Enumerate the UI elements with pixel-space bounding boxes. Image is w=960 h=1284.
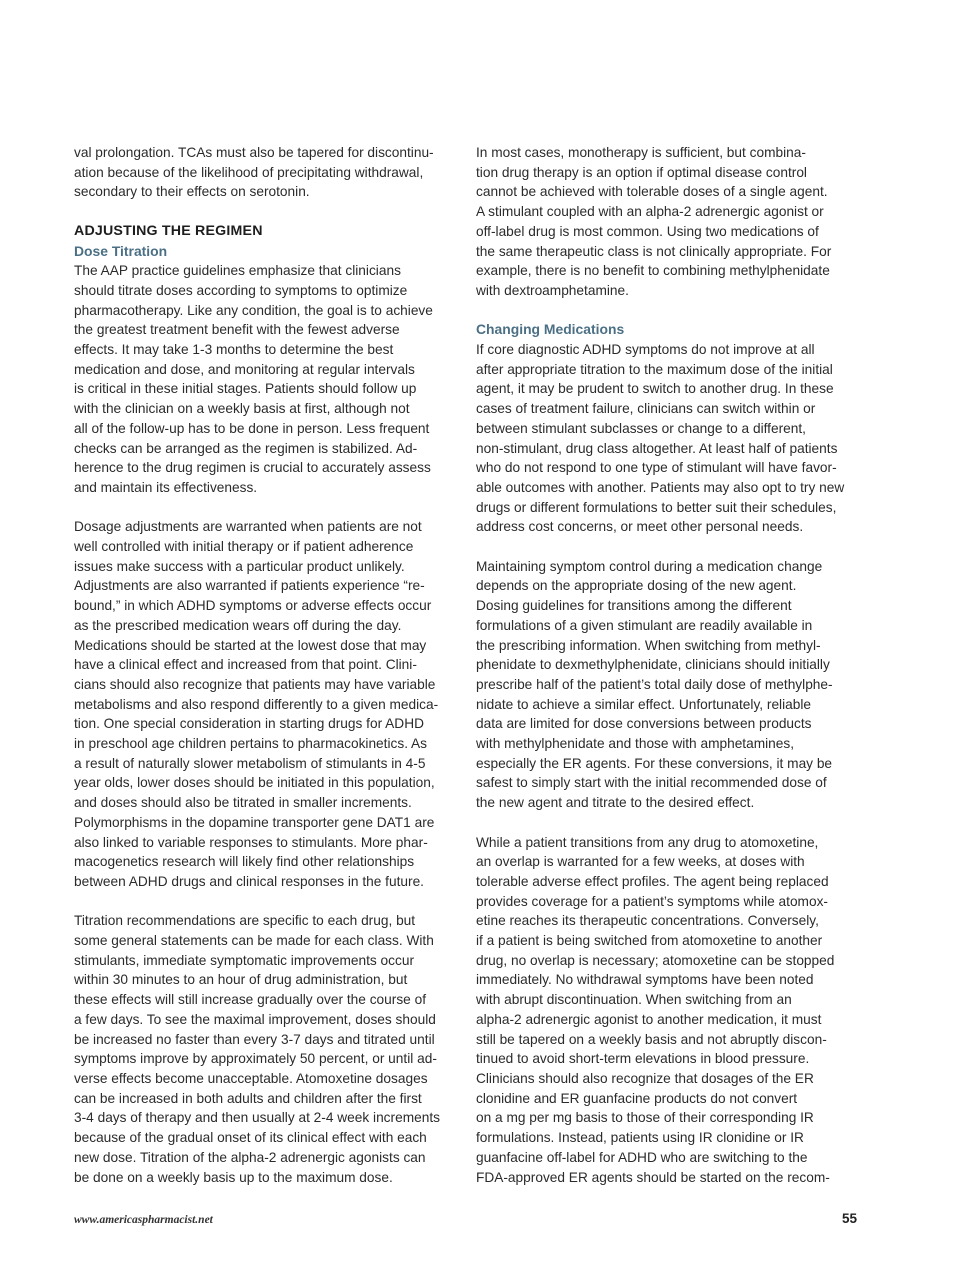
text-line: off-label drug is most common. Using two medications of xyxy=(476,223,819,239)
text-line: pharmacotherapy. Like any condition, the goal is to achieve xyxy=(74,302,433,318)
text-line: immediately. No withdrawal symptoms have been noted xyxy=(476,972,814,988)
text-line: medication and dose, and monitoring at regular intervals xyxy=(74,361,415,377)
text-line: prescribe half of the patient’s total daily dose of methylphe- xyxy=(476,676,833,692)
right-column xyxy=(476,143,860,1187)
text-line: address cost concerns, or meet other personal needs. xyxy=(476,519,804,535)
text-line: if a patient is being switched from atomoxetine to another xyxy=(476,933,823,949)
text-line: phenidate to dexmethylphenidate, clinicians should initially xyxy=(476,657,830,673)
text-line: year olds, lower doses should be initiated in this population, xyxy=(74,775,435,791)
paragraph-combination-therapy xyxy=(476,143,860,301)
text-line: should titrate doses according to symptoms to optimize xyxy=(74,282,408,298)
intro-paragraph xyxy=(74,143,458,202)
text-line: drug, no overlap is necessary; atomoxetine can be stopped xyxy=(476,952,835,968)
text-line: the same therapeutic class is not clinically appropriate. For xyxy=(476,243,832,259)
text-line: issues make success with a particular product unlikely. xyxy=(74,558,405,574)
text-line: agent, it may be prudent to switch to another drug. In these xyxy=(476,381,834,397)
text-line: these effects will still increase gradually over the course of xyxy=(74,992,426,1008)
text-line: symptoms improve by approximately 50 percent, or until ad- xyxy=(74,1051,437,1067)
text-line: data are limited for dose conversions between products xyxy=(476,716,812,732)
paragraph-changing-medications-1 xyxy=(476,340,860,537)
text-line: a result of naturally slower metabolism of stimulants in 4-5 xyxy=(74,755,426,771)
text-line: Medications should be started at the lowest dose that may xyxy=(74,637,427,653)
text-line: between stimulant subclasses or change to a different, xyxy=(476,420,806,436)
page-number: 55 xyxy=(841,1211,857,1226)
section-heading: ADJUSTING THE REGIMEN xyxy=(74,222,263,239)
paragraph-dose-titration-2 xyxy=(74,517,458,891)
text-line: after appropriate titration to the maximum dose of the initial xyxy=(476,361,833,377)
text-line: clonidine and ER guanfacine products do not convert xyxy=(476,1090,798,1106)
text-line: also linked to variable responses to stimulants. More phar- xyxy=(74,834,428,850)
text-line: The AAP practice guidelines emphasize that clinicians xyxy=(74,263,401,279)
text-line: Polymorphisms in the dopamine transporter gene DAT1 are xyxy=(74,814,435,830)
text-line: Dosing guidelines for transitions among the different xyxy=(476,598,792,614)
text-line: new dose. Titration of the alpha-2 adrenergic agonists can xyxy=(74,1149,426,1165)
paragraph-changing-medications-3 xyxy=(476,833,860,1188)
text-line: the new agent and titrate to the desired effect. xyxy=(476,795,755,811)
text-line: A stimulant coupled with an alpha-2 adrenergic agonist or xyxy=(476,204,824,220)
text-line: provides coverage for a patient’s symptoms while atomox- xyxy=(476,893,828,909)
text-line: In most cases, monotherapy is sufficient, but combina- xyxy=(476,145,806,160)
text-line: be done on a weekly basis up to the maximum dose. xyxy=(74,1169,393,1185)
text-line: within 30 minutes to an hour of drug administration, but xyxy=(74,972,408,988)
text-line: etine reaches its therapeutic concentrations. Conversely, xyxy=(476,913,819,929)
text-line: herence to the drug regimen is crucial to accurately assess xyxy=(74,460,431,476)
text-line: tion. One special consideration in starting drugs for ADHD xyxy=(74,716,424,732)
text-line: While a patient transitions from any drug to atomoxetine, xyxy=(476,834,819,850)
text-line: Titration recommendations are specific to each drug, but xyxy=(74,913,416,929)
text-line: with abrupt discontinuation. When switching from an xyxy=(476,992,792,1008)
text-line: have a clinical effect and increased from that point. Clini- xyxy=(74,657,417,673)
text-line: Maintaining symptom control during a medication change xyxy=(476,558,823,574)
text-line: on a mg per mg basis to those of their corresponding IR xyxy=(476,1110,814,1126)
text-line: the prescribing information. When switching from methyl- xyxy=(476,637,821,653)
text-line: drugs or different formulations to better suit their schedules, xyxy=(476,499,837,515)
text-line: well controlled with initial therapy or if patient adherence xyxy=(74,539,414,555)
text-line: effects. It may take 1-3 months to determine the best xyxy=(74,342,394,358)
text-line: with the clinician on a weekly basis at first, although not xyxy=(74,401,410,417)
text-line: verse effects become unacceptable. Atomoxetine dosages xyxy=(74,1071,428,1086)
text-line: between ADHD drugs and clinical responses in the future. xyxy=(74,873,424,889)
text-line: all of the follow-up has to be done in person. Less frequent xyxy=(74,420,430,436)
left-column xyxy=(74,143,458,1187)
text-line: is critical in these initial stages. Patients should follow up xyxy=(74,381,417,397)
text-line: nidate to achieve a similar effect. Unfortunately, reliable xyxy=(476,696,812,712)
text-line: cians should also recognize that patients may have variable xyxy=(74,676,436,692)
text-line: cannot be achieved with tolerable doses of a single agent. xyxy=(476,184,828,200)
text-line: example, there is no benefit to combining methylphenidate xyxy=(476,263,830,279)
paragraph-dose-titration-1 xyxy=(74,261,458,497)
text-line: because of the gradual onset of its clinical effect with each xyxy=(74,1130,427,1146)
text-line: 3-4 days of therapy and then usually at 2-4 week increments xyxy=(74,1110,440,1126)
text-line: If core diagnostic ADHD symptoms do not improve at all xyxy=(476,342,815,358)
text-line: the greatest treatment benefit with the fewest adverse xyxy=(74,322,400,338)
text-line: a few days. To see the maximal improvement, doses should xyxy=(74,1011,436,1027)
text-line: alpha-2 adrenergic agonist to another medication, it must xyxy=(476,1011,822,1027)
text-line: formulations. Instead, patients using IR clonidine or IR xyxy=(476,1130,804,1146)
text-line: FDA-approved ER agents should be started on the recom- xyxy=(476,1169,830,1185)
paragraph-dose-titration-3 xyxy=(74,911,458,1187)
text-line: secondary to their effects on serotonin. xyxy=(74,184,310,200)
text-line: tolerable adverse effect profiles. The agent being replaced xyxy=(476,873,829,889)
text-line: guanfacine off-label for ADHD who are switching to the xyxy=(476,1149,808,1165)
text-line: macogenetics research will likely find other relationships xyxy=(74,854,415,870)
subheading-dose-titration: Dose Titration xyxy=(74,242,168,259)
paragraph-changing-medications-2 xyxy=(476,557,860,813)
text-line: as the prescribed medication wears off during the day. xyxy=(74,617,402,633)
text-line: be increased no faster than every 3-7 days and titrated until xyxy=(74,1031,435,1047)
text-line: metabolisms and also respond differently to a given medica- xyxy=(74,696,439,712)
text-line: val prolongation. TCAs must also be tapered for discontinu- xyxy=(74,145,434,160)
text-line: depends on the appropriate dosing of the new agent. xyxy=(476,578,797,594)
text-line: checks can be arranged as the regimen is stabilized. Ad- xyxy=(74,440,418,456)
text-line: Dosage adjustments are warranted when patients are not xyxy=(74,519,422,535)
text-line: non-stimulant, drug class altogether. At least half of patients xyxy=(476,440,838,456)
subheading-changing-medications: Changing Medications xyxy=(476,321,625,338)
footer-url[interactable]: www.americaspharmacist.net xyxy=(74,1214,213,1226)
text-line: cases of treatment failure, clinicians can switch within or xyxy=(476,401,816,417)
text-line: able outcomes with another. Patients may also opt to try new xyxy=(476,479,845,495)
text-line: formulations of a given stimulant are readily available in xyxy=(476,617,813,633)
text-line: tinued to avoid short-term elevations in blood pressure. xyxy=(476,1051,810,1067)
text-line: who do not respond to one type of stimulant will have favor- xyxy=(476,460,837,476)
text-line: some general statements can be made for each class. With xyxy=(74,933,434,949)
text-line: and maintain its effectiveness. xyxy=(74,479,258,495)
text-line: bound,” in which ADHD symptoms or adverse effects occur xyxy=(74,598,432,614)
text-line: Adjustments are also warranted if patients experience “re- xyxy=(74,578,425,594)
text-line: with dextroamphetamine. xyxy=(476,282,629,298)
text-line: tion drug therapy is an option if optimal disease control xyxy=(476,164,807,180)
text-line: with methylphenidate and those with amphetamines, xyxy=(476,736,795,752)
text-line: stimulants, immediate symptomatic improvements occur xyxy=(74,952,415,968)
text-line: can be increased in both adults and children after the first xyxy=(74,1090,422,1106)
text-line: safest to simply start with the initial recommended dose of xyxy=(476,775,827,791)
text-line: and doses should also be titrated in smaller increments. xyxy=(74,795,412,811)
text-line: ation because of the likelihood of precipitating withdrawal, xyxy=(74,164,424,180)
text-line: still be tapered on a weekly basis and not abruptly discon- xyxy=(476,1031,827,1047)
text-line: Clinicians should also recognize that dosages of the ER xyxy=(476,1071,814,1086)
text-line: an overlap is warranted for a few weeks, at doses with xyxy=(476,854,805,870)
text-line: in preschool age children pertains to pharmacokinetics. As xyxy=(74,736,428,752)
text-line: especially the ER agents. For these conversions, it may be xyxy=(476,755,833,771)
